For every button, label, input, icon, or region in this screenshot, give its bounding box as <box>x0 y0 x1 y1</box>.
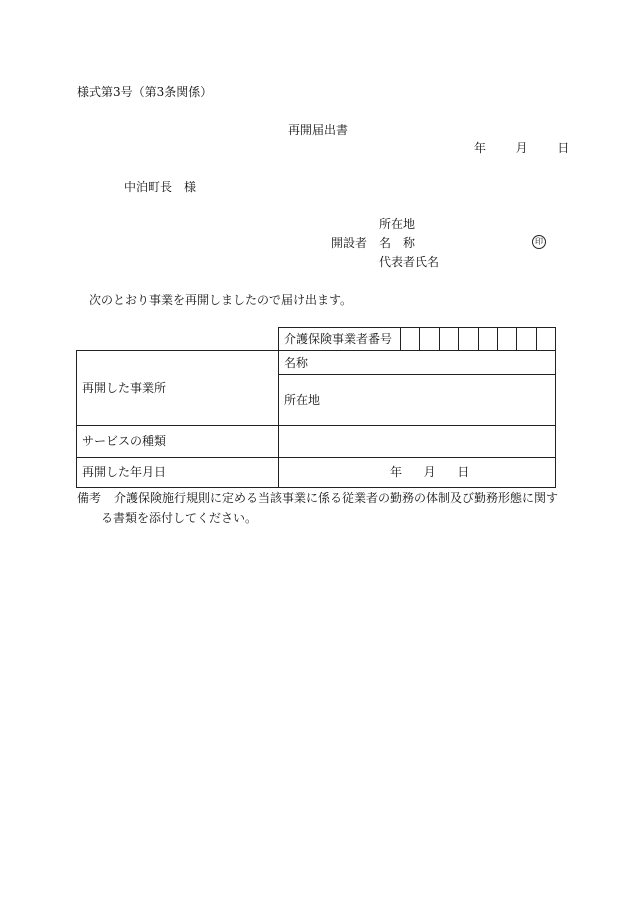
applicant-address-label: 所在地 <box>379 217 416 231</box>
provider-number-box-divider <box>516 327 517 350</box>
provider-number-box-divider <box>439 327 440 350</box>
reopen-month: 月 <box>423 465 436 479</box>
provider-number-box-divider <box>478 327 479 350</box>
reopen-date-label: 再開した年月日 <box>82 465 167 479</box>
addressee: 中泊町長 様 <box>124 180 197 194</box>
date-month: 月 <box>515 141 528 155</box>
note-line-2: る書類を添付してください。 <box>101 511 258 525</box>
statement-text: 次のとおり事業を再開しましたので届け出ます。 <box>89 293 353 307</box>
date-day: 日 <box>557 141 570 155</box>
provider-number-box-divider <box>458 327 459 350</box>
reopen-date-value <box>390 464 469 480</box>
note-line-1: 介護保険施行規則に定める当該事業に係る従業者の勤務の体制及び勤務形態に関す <box>114 491 559 505</box>
reopen-year: 年 <box>390 465 403 479</box>
date-year: 年 <box>474 141 487 155</box>
provider-number-box-divider <box>419 327 420 350</box>
service-type-label: サービスの種類 <box>82 434 167 448</box>
form-number: 様式第3号（第3条関係） <box>77 85 213 99</box>
applicant-representative-label: 代表者氏名 <box>379 255 440 269</box>
office-label: 再開した事業所 <box>82 381 167 395</box>
applicant-label: 開設者 <box>331 236 368 250</box>
provider-number-box-divider <box>536 327 537 350</box>
provider-number-box-divider <box>497 327 498 350</box>
applicant-name-label: 名 称 <box>379 236 416 250</box>
provider-number-label: 介護保険事業者番号 <box>284 332 393 346</box>
office-name-label: 名称 <box>284 356 309 370</box>
submission-date <box>474 140 569 156</box>
reopen-day: 日 <box>457 465 470 479</box>
document-title: 再開届出書 <box>288 123 349 137</box>
office-address-label: 所在地 <box>284 393 321 407</box>
note-label: 備考 <box>77 491 102 505</box>
seal-mark: 印 <box>532 235 546 249</box>
